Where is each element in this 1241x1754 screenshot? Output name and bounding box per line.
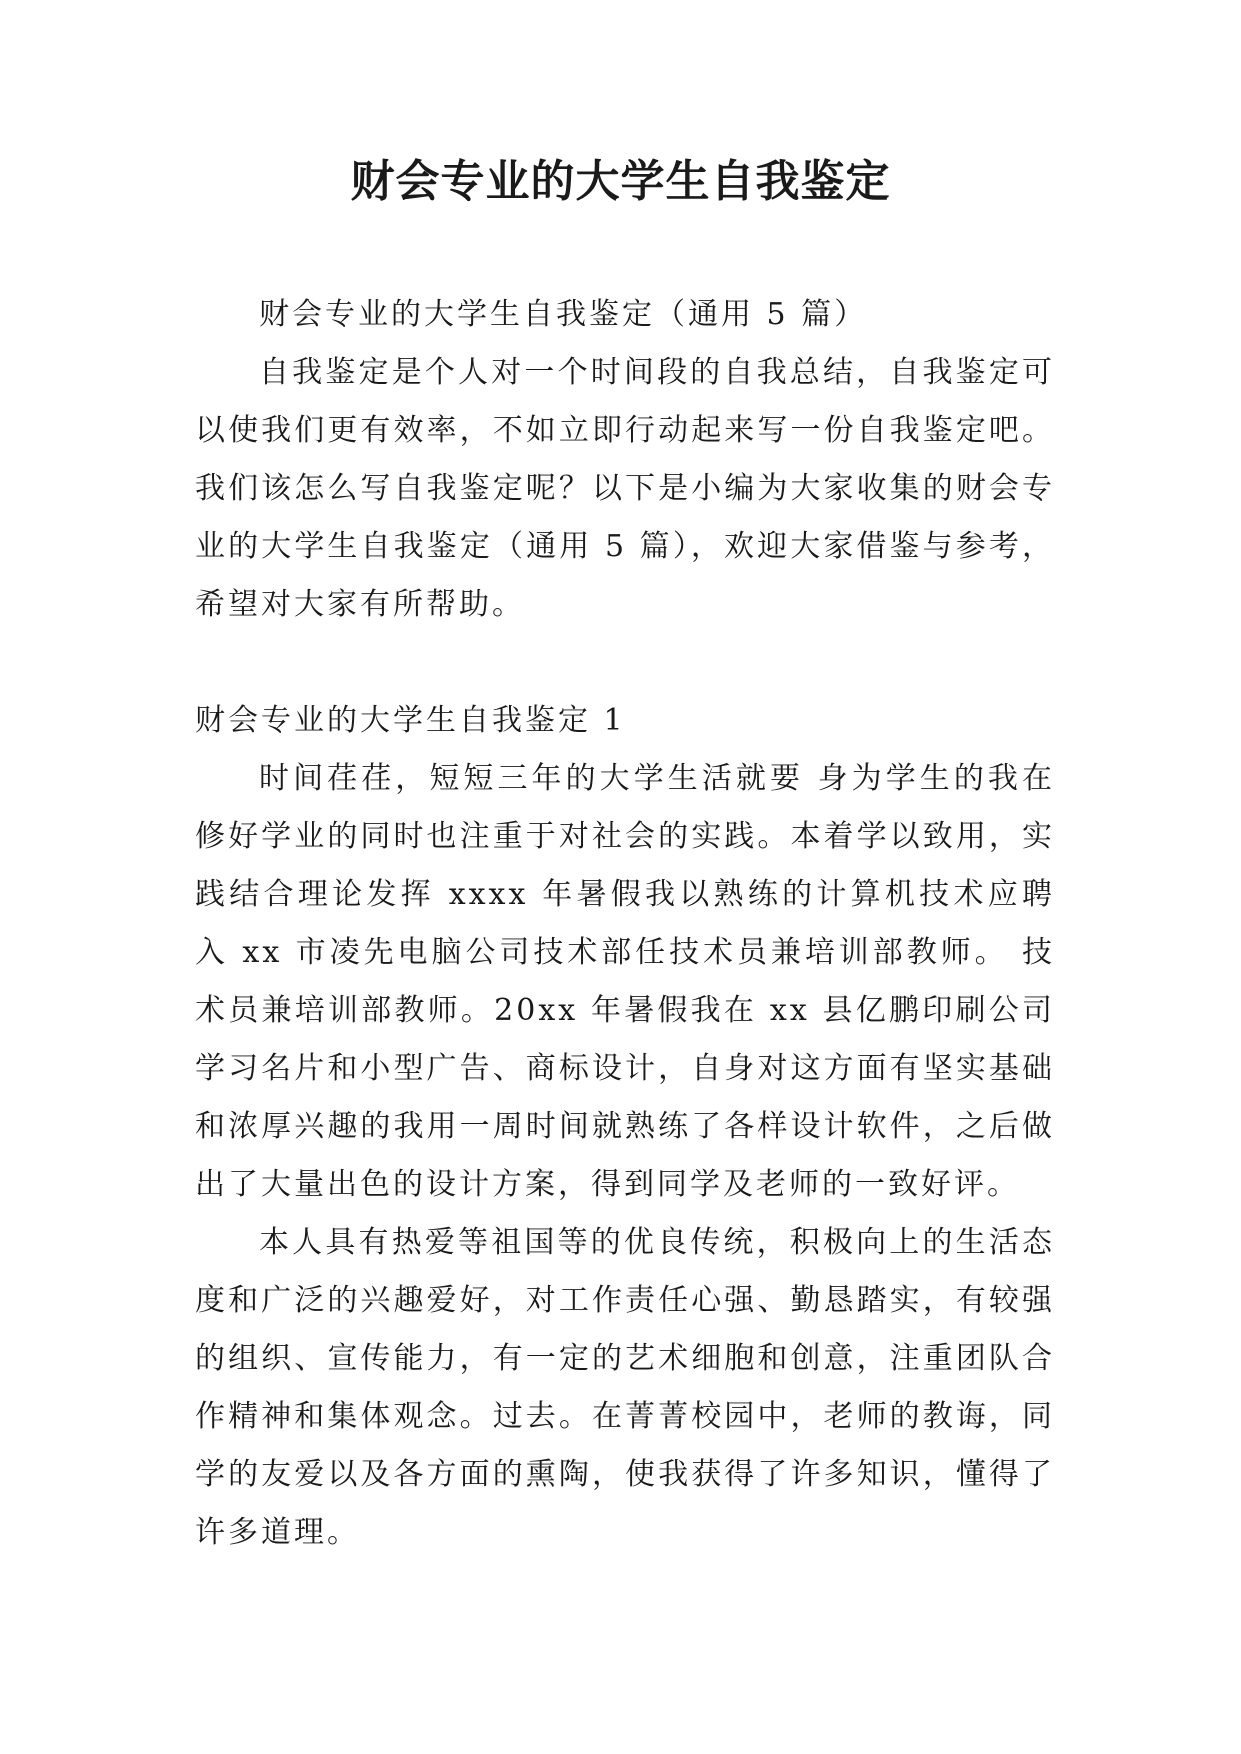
section-spacer [195, 634, 1055, 692]
document-title: 财会专业的大学生自我鉴定 [350, 156, 891, 207]
intro-paragraph: 自我鉴定是个人对一个时间段的自我总结，自我鉴定可以使我们更有效率，不如立即行动起来写一份自我鉴定吧。我们该怎么写自我鉴定呢？以下是小编为大家收集的财会专业的大学生自我鉴定（通用 5 篇），欢迎大家借鉴与参考，希望对大家有所帮助。 [195, 355, 1055, 622]
document-subtitle: 财会专业的大学生自我鉴定（通用 5 篇） [259, 297, 868, 332]
document-body [195, 286, 1055, 1562]
section-heading: 财会专业的大学生自我鉴定 1 [195, 703, 626, 738]
section-paragraph: 时间荏荏，短短三年的大学生活就要 身为学生的我在修好学业的同时也注重于对社会的实践。本着学以致用，实践结合理论发挥 xxxx 年暑假我以熟练的计算机技术应聘入 xx 市凌先电脑公司技术部任技术员兼培训部教师。 技术员兼培训部教师。20xx 年暑假我在 xx 县亿鹏印刷公司学习名片和小型广告、商标设计，自身对这方面有坚实基础和浓厚兴趣的我用一周时间就熟练了各样设计软件，之后做出了大量出色的设计方案，得到同学及老师的一致好评。 [195, 761, 1055, 1202]
section-paragraph: 本人具有热爱等祖国等的优良传统，积极向上的生活态度和广泛的兴趣爱好，对工作责任心强、勤恳踏实，有较强的组织、宣传能力，有一定的艺术细胞和创意，注重团队合作精神和集体观念。过去。在菁菁校园中，老师的教诲，同学的友爱以及各方面的熏陶，使我获得了许多知识，懂得了许多道理。 [195, 1225, 1055, 1550]
